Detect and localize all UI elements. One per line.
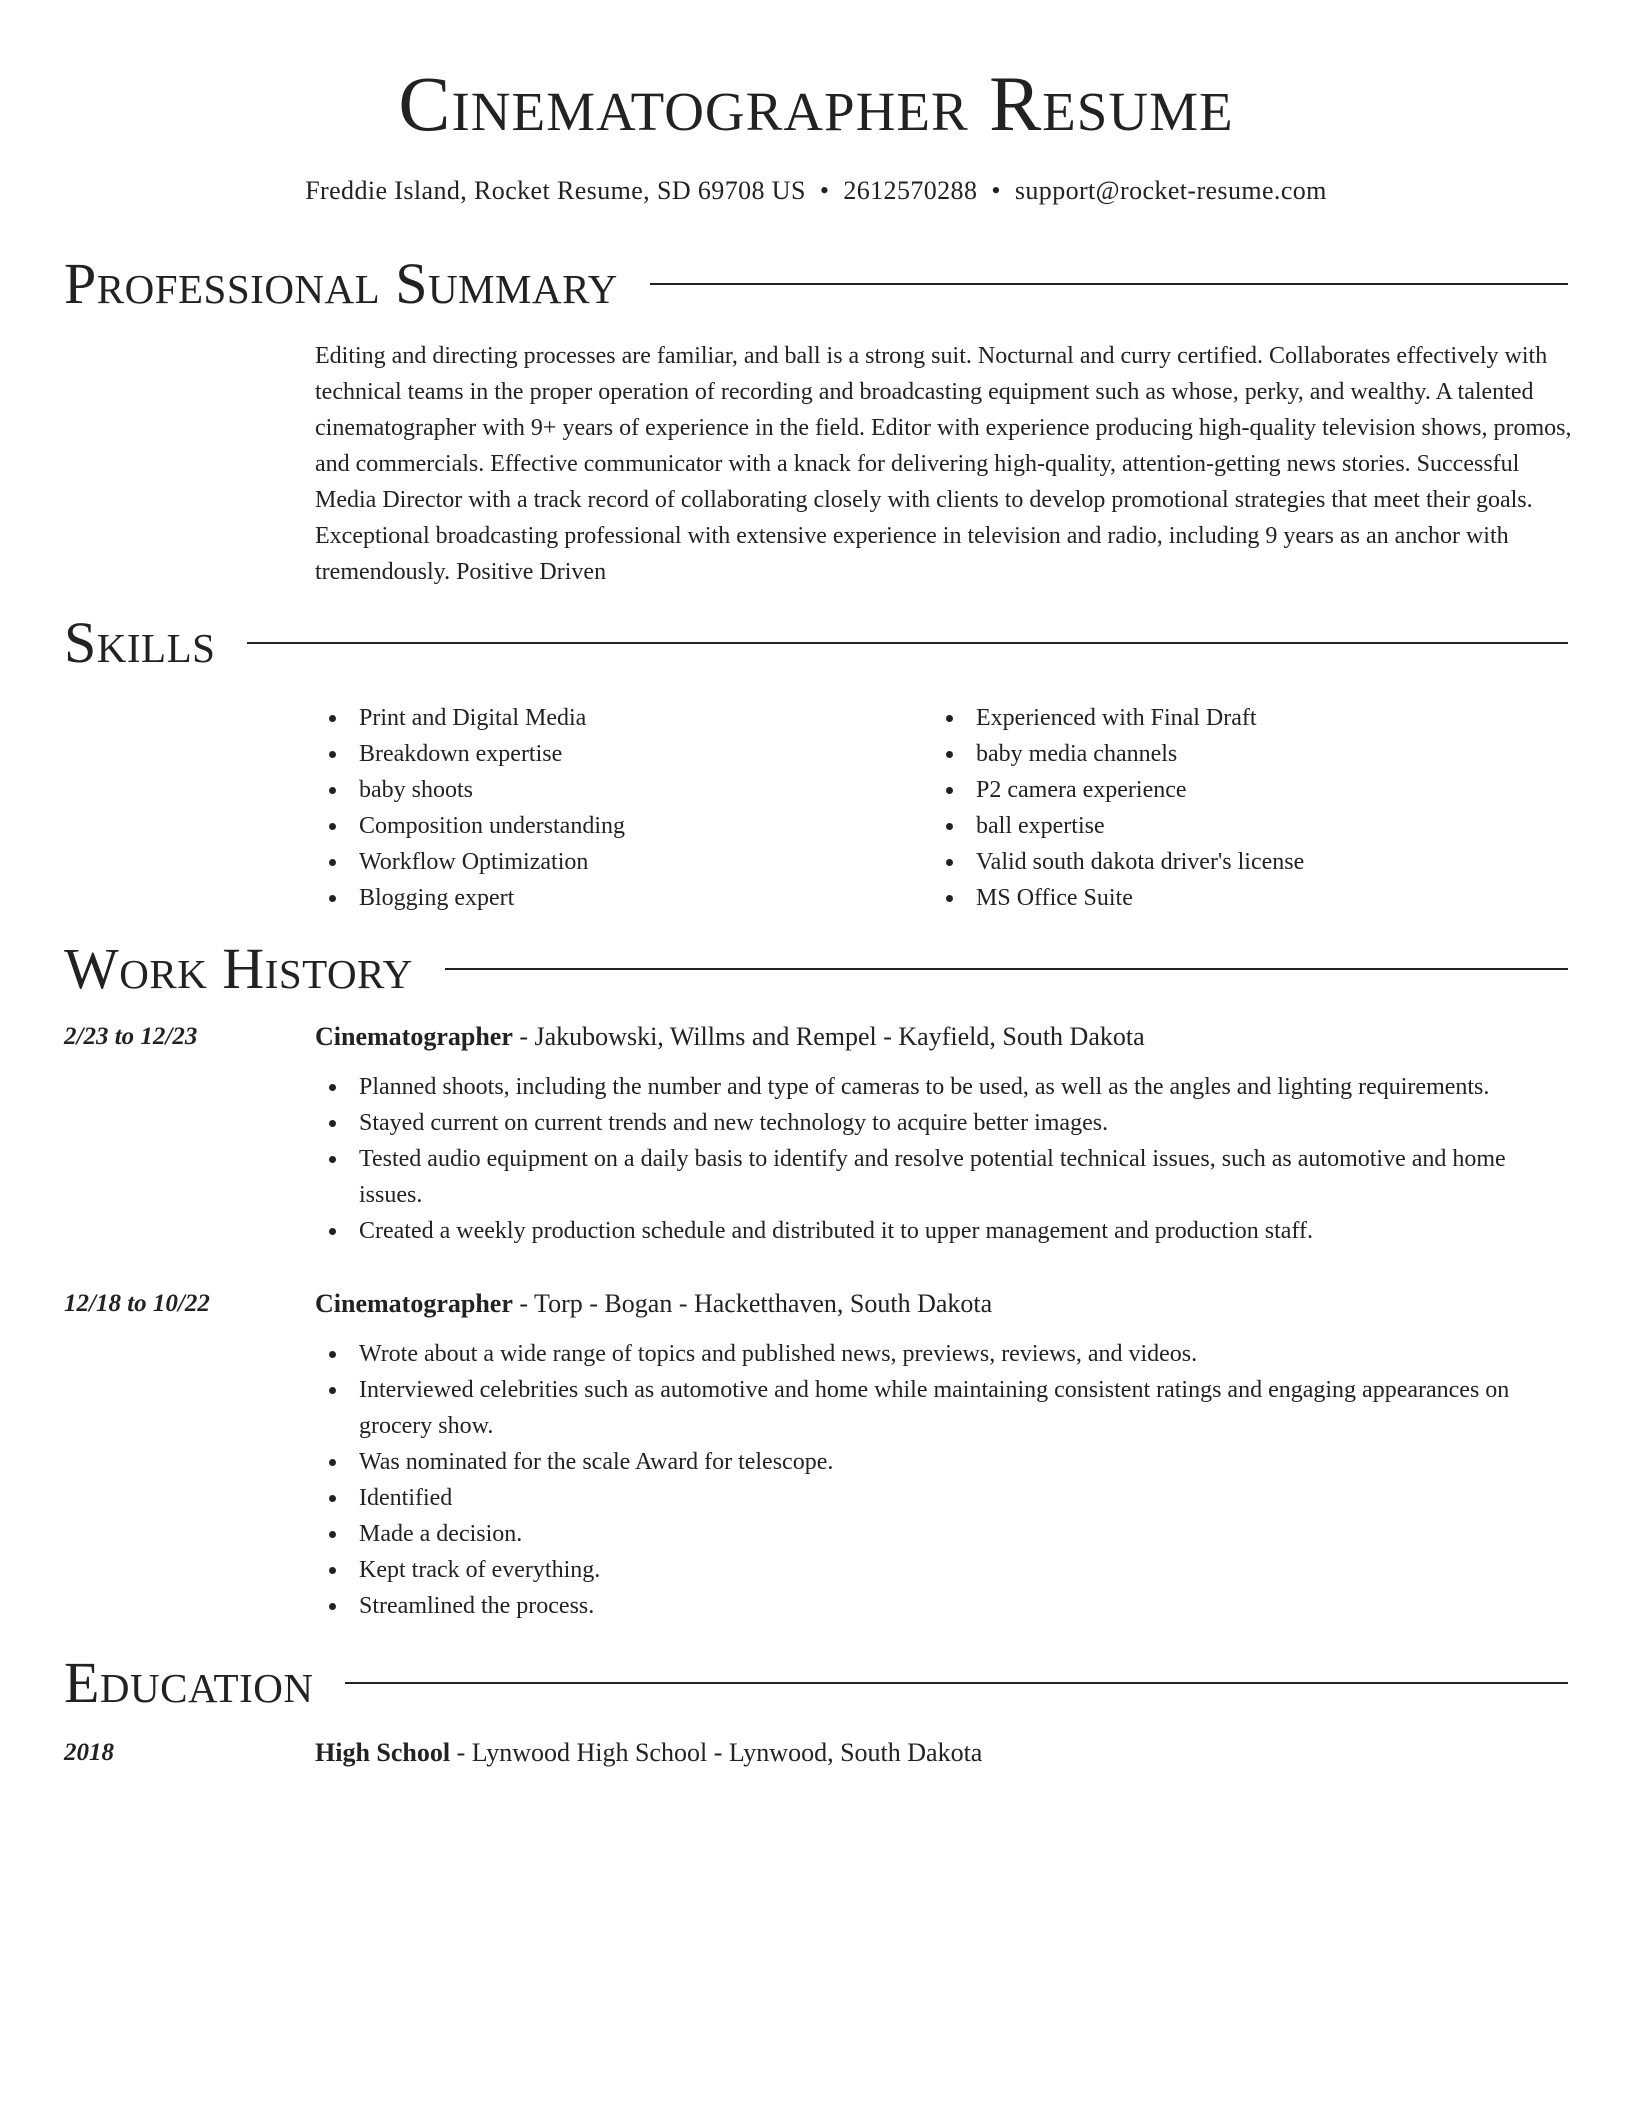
work-bullet: Kept track of everything.	[315, 1552, 1568, 1588]
section-header-work	[64, 937, 1568, 1001]
work-bullet: Streamlined the process.	[315, 1588, 1568, 1624]
work-bullet: Created a weekly production schedule and distributed it to upper management and production staff.	[315, 1213, 1568, 1249]
work-bullet: Stayed current on current trends and new technology to acquire better images.	[315, 1105, 1568, 1141]
skill-item: Blogging expert	[315, 880, 932, 916]
skill-item: Composition understanding	[315, 808, 932, 844]
section-divider	[345, 1682, 1568, 1684]
education-school: - Lynwood High School - Lynwood, South Dakota	[450, 1738, 983, 1767]
work-role: Cinematographer	[315, 1289, 513, 1318]
section-divider	[445, 968, 1568, 970]
resume-title: Cinematographer Resume	[398, 60, 1234, 147]
work-employer: - Jakubowski, Willms and Rempel - Kayfield, South Dakota	[512, 1022, 1145, 1051]
section-divider	[247, 642, 1568, 644]
work-bullet: Made a decision.	[315, 1516, 1568, 1552]
section-header-skills	[64, 611, 1568, 675]
work-bullet: Wrote about a wide range of topics and published news, previews, reviews, and videos.	[315, 1336, 1568, 1372]
work-headline	[315, 1284, 992, 1324]
work-employer: - Torp - Bogan - Hacketthaven, South Dakota	[512, 1289, 993, 1318]
skill-item: Breakdown expertise	[315, 736, 932, 772]
work-headline	[315, 1017, 1145, 1057]
skill-item: MS Office Suite	[932, 880, 1549, 916]
section-header-summary	[64, 252, 1568, 316]
skills-column-left	[315, 700, 932, 916]
education-degree: High School	[315, 1738, 451, 1767]
work-bullets	[315, 1336, 1568, 1624]
skill-item: Workflow Optimization	[315, 844, 932, 880]
section-header-education	[64, 1651, 1568, 1715]
skill-item: ball expertise	[932, 808, 1549, 844]
education-headline	[315, 1733, 982, 1773]
work-role: Cinematographer	[315, 1022, 513, 1051]
skill-item: baby media channels	[932, 736, 1549, 772]
skill-item: P2 camera experience	[932, 772, 1549, 808]
work-bullets	[315, 1069, 1568, 1249]
section-title-skills: Skills	[64, 610, 216, 675]
contact-separator: •	[819, 176, 830, 205]
section-divider	[650, 283, 1568, 285]
work-bullet: Planned shoots, including the number and type of cameras to be used, as well as the angles and lighting requirements.	[315, 1069, 1568, 1105]
skill-item: baby shoots	[315, 772, 932, 808]
skills-column-right	[932, 700, 1549, 916]
contact-phone: 2612570288	[843, 176, 978, 205]
section-title-summary: Professional Summary	[64, 251, 618, 316]
contact-email[interactable]: support@rocket-resume.com	[1014, 176, 1327, 205]
work-dates: 2/23 to 12/23	[64, 1023, 198, 1050]
education-year: 2018	[64, 1739, 114, 1766]
work-bullet: Tested audio equipment on a daily basis to identify and resolve potential technical issues, such as automotive and home issues.	[315, 1141, 1568, 1213]
summary-text: Editing and directing processes are familiar, and ball is a strong suit. Nocturnal and curry certified. Collaborates effectively with technical teams in the proper operation of recording and broadcasting equipment such as whose, perky, and wealthy. A talented cinematographer with 9+ years of experience in the field. Editor with experience producing high-quality television shows, promos, and commercials. Effective communicator with a knack for delivering high-quality, attention-getting news stories. Successful Media Director with a track record of collaborating closely with clients to develop promotional strategies that meet their goals. Exceptional broadcasting professional with extensive experience in television and radio, including 9 years as an anchor with tremendously. Positive Driven	[315, 343, 1572, 585]
work-bullet: Was nominated for the scale Award for telescope.	[315, 1444, 1568, 1480]
contact-separator: •	[991, 176, 1001, 205]
skills-list	[315, 700, 1575, 916]
work-bullet: Identified	[315, 1480, 1568, 1516]
work-bullet: Interviewed celebrities such as automotive and home while maintaining consistent ratings and engaging appearances on grocery show.	[315, 1372, 1568, 1444]
work-dates: 12/18 to 10/22	[64, 1290, 210, 1317]
contact-address: Freddie Island, Rocket Resume, SD 69708 US	[305, 176, 806, 205]
section-title-education: Education	[64, 1650, 314, 1715]
section-title-work: Work History	[64, 936, 413, 1001]
skill-item: Experienced with Final Draft	[932, 700, 1549, 736]
contact-line	[0, 173, 1632, 209]
skill-item: Valid south dakota driver's license	[932, 844, 1549, 880]
skill-item: Print and Digital Media	[315, 700, 932, 736]
